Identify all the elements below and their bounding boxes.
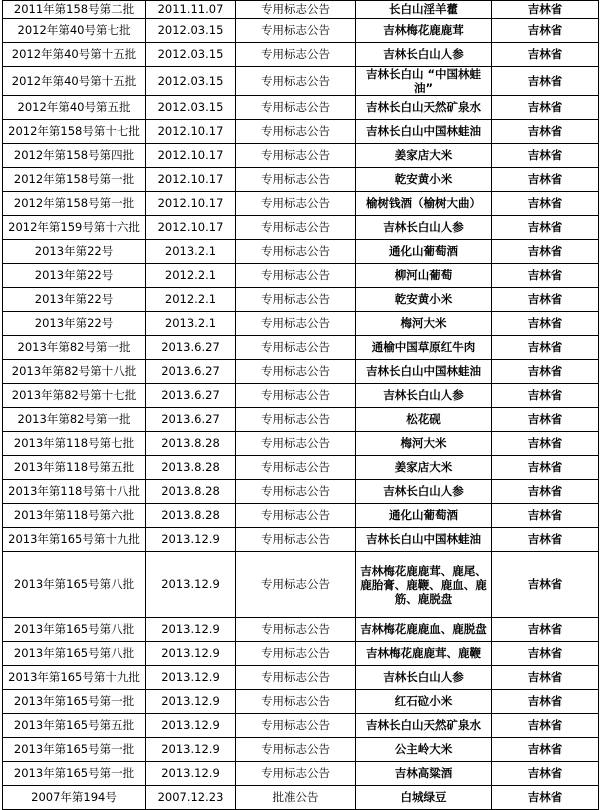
cell-date: 2012.10.17 [146,216,236,240]
cell-batch: 2013年第118号第五批 [3,456,146,480]
cell-product: 吉林梅花鹿鹿茸、鹿鞭 [356,642,492,666]
table-row [3,288,599,312]
cell-province: 吉林省 [492,216,599,240]
cell-province: 吉林省 [492,192,599,216]
cell-product: 通化山葡萄酒 [356,504,492,528]
cell-batch: 2013年第22号 [3,264,146,288]
cell-product: 吉林长白山人参 [356,216,492,240]
cell-date: 2012.10.17 [146,168,236,192]
cell-province: 吉林省 [492,288,599,312]
cell-product: 吉林长白山人参 [356,480,492,504]
cell-batch: 2012年第40号第十五批 [3,67,146,96]
table-row [3,714,599,738]
table-row [3,19,599,43]
table-row [3,408,599,432]
table-row [3,432,599,456]
cell-type: 专用标志公告 [236,216,356,240]
cell-product: 吉林长白山天然矿泉水 [356,96,492,120]
table-row [3,738,599,762]
cell-date: 2012.03.15 [146,96,236,120]
cell-date: 2013.8.28 [146,432,236,456]
cell-type: 专用标志公告 [236,1,356,19]
cell-date: 2013.12.9 [146,714,236,738]
cell-province: 吉林省 [492,642,599,666]
cell-product: 吉林长白山中国林蛙油 [356,120,492,144]
cell-batch: 2013年第118号第十八批 [3,480,146,504]
cell-date: 2013.12.9 [146,528,236,552]
cell-type: 专用标志公告 [236,264,356,288]
cell-date: 2013.12.9 [146,738,236,762]
cell-type: 专用标志公告 [236,738,356,762]
cell-type: 专用标志公告 [236,67,356,96]
cell-date: 2013.6.27 [146,384,236,408]
cell-batch: 2012年第40号第七批 [3,19,146,43]
cell-province: 吉林省 [492,690,599,714]
cell-type: 专用标志公告 [236,336,356,360]
cell-date: 2013.6.27 [146,336,236,360]
cell-batch: 2012年第158号第一批 [3,192,146,216]
cell-product: 公主岭大米 [356,738,492,762]
cell-province: 吉林省 [492,738,599,762]
cell-type: 专用标志公告 [236,552,356,618]
cell-batch: 2012年第40号第五批 [3,96,146,120]
table-row [3,642,599,666]
cell-date: 2013.12.9 [146,552,236,618]
cell-province: 吉林省 [492,762,599,786]
cell-date: 2013.6.27 [146,360,236,384]
cell-product: 松花砚 [356,408,492,432]
cell-type: 专用标志公告 [236,192,356,216]
announcement-table [2,0,599,810]
table-row [3,618,599,642]
cell-product: 姜家店大米 [356,144,492,168]
cell-province: 吉林省 [492,528,599,552]
cell-batch: 2012年第159号第十六批 [3,216,146,240]
cell-province: 吉林省 [492,666,599,690]
cell-batch: 2013年第22号 [3,312,146,336]
cell-batch: 2013年第118号第七批 [3,432,146,456]
cell-province: 吉林省 [492,19,599,43]
cell-batch: 2011年第158号第二批 [3,1,146,19]
cell-type: 专用标志公告 [236,144,356,168]
table-row [3,666,599,690]
cell-province: 吉林省 [492,144,599,168]
cell-province: 吉林省 [492,240,599,264]
cell-province: 吉林省 [492,714,599,738]
cell-province: 吉林省 [492,1,599,19]
cell-product: 榆树钱酒（榆树大曲） [356,192,492,216]
cell-type: 专用标志公告 [236,19,356,43]
table-row [3,1,599,19]
cell-type: 专用标志公告 [236,168,356,192]
cell-product: 白城绿豆 [356,786,492,810]
cell-batch: 2013年第165号第八批 [3,618,146,642]
cell-product: 通榆中国草原红牛肉 [356,336,492,360]
cell-date: 2013.12.9 [146,618,236,642]
cell-product: 吉林长白山天然矿泉水 [356,714,492,738]
cell-province: 吉林省 [492,96,599,120]
cell-batch: 2013年第22号 [3,240,146,264]
cell-province: 吉林省 [492,336,599,360]
table-row [3,552,599,618]
cell-batch: 2013年第82号第一批 [3,336,146,360]
cell-date: 2013.6.27 [146,408,236,432]
cell-type: 专用标志公告 [236,43,356,67]
cell-province: 吉林省 [492,480,599,504]
cell-type: 专用标志公告 [236,504,356,528]
table-row [3,456,599,480]
cell-batch: 2012年第40号第十五批 [3,43,146,67]
cell-product: 梅河大米 [356,432,492,456]
cell-type: 专用标志公告 [236,312,356,336]
cell-type: 专用标志公告 [236,288,356,312]
cell-type: 专用标志公告 [236,480,356,504]
cell-product: 红石砬小米 [356,690,492,714]
cell-type: 专用标志公告 [236,714,356,738]
cell-province: 吉林省 [492,168,599,192]
table-row [3,336,599,360]
cell-batch: 2013年第165号第一批 [3,738,146,762]
cell-product: 乾安黄小米 [356,168,492,192]
cell-date: 2013.8.28 [146,480,236,504]
cell-product: 梅河大米 [356,312,492,336]
cell-province: 吉林省 [492,408,599,432]
cell-batch: 2012年第158号第一批 [3,168,146,192]
cell-batch: 2007年第194号 [3,786,146,810]
cell-type: 专用标志公告 [236,642,356,666]
cell-date: 2013.2.1 [146,312,236,336]
table-row [3,360,599,384]
cell-product: 吉林长白山人参 [356,43,492,67]
cell-product: 长白山淫羊藿 [356,1,492,19]
cell-province: 吉林省 [492,432,599,456]
cell-date: 2013.12.9 [146,762,236,786]
table-row [3,96,599,120]
table-row [3,384,599,408]
cell-province: 吉林省 [492,43,599,67]
cell-date: 2012.03.15 [146,43,236,67]
table-row [3,312,599,336]
cell-province: 吉林省 [492,456,599,480]
cell-type: 专用标志公告 [236,666,356,690]
cell-product: 乾安黄小米 [356,288,492,312]
cell-type: 专用标志公告 [236,690,356,714]
cell-date: 2012.2.1 [146,288,236,312]
table-row [3,43,599,67]
cell-type: 批准公告 [236,786,356,810]
cell-date: 2012.2.1 [146,264,236,288]
cell-product: 吉林梅花鹿鹿茸、鹿尾、鹿胎膏、鹿鞭、鹿血、鹿筋、鹿脱盘 [356,552,492,618]
table-row [3,240,599,264]
cell-batch: 2013年第165号第十九批 [3,666,146,690]
table-row [3,216,599,240]
cell-province: 吉林省 [492,786,599,810]
table-row [3,762,599,786]
cell-type: 专用标志公告 [236,360,356,384]
cell-date: 2012.03.15 [146,19,236,43]
cell-date: 2013.8.28 [146,504,236,528]
cell-type: 专用标志公告 [236,618,356,642]
cell-type: 专用标志公告 [236,96,356,120]
cell-type: 专用标志公告 [236,120,356,144]
cell-batch: 2013年第118号第六批 [3,504,146,528]
table-row [3,67,599,96]
cell-product: 通化山葡萄酒 [356,240,492,264]
cell-product: 柳河山葡萄 [356,264,492,288]
cell-batch: 2013年第165号第八批 [3,642,146,666]
cell-product: 吉林梅花鹿鹿血、鹿脱盘 [356,618,492,642]
cell-product: 吉林长白山中国林蛙油 [356,360,492,384]
cell-product: 姜家店大米 [356,456,492,480]
cell-batch: 2013年第82号第十七批 [3,384,146,408]
cell-province: 吉林省 [492,264,599,288]
cell-province: 吉林省 [492,312,599,336]
table-row [3,504,599,528]
cell-date: 2012.10.17 [146,144,236,168]
table-row [3,786,599,810]
cell-type: 专用标志公告 [236,432,356,456]
cell-type: 专用标志公告 [236,240,356,264]
cell-batch: 2012年第158号第四批 [3,144,146,168]
cell-date: 2013.8.28 [146,456,236,480]
table-row [3,690,599,714]
cell-date: 2013.12.9 [146,642,236,666]
cell-province: 吉林省 [492,360,599,384]
table-row [3,480,599,504]
cell-product: 吉林长白山人参 [356,666,492,690]
cell-province: 吉林省 [492,552,599,618]
cell-type: 专用标志公告 [236,456,356,480]
cell-date: 2013.12.9 [146,666,236,690]
cell-date: 2013.2.1 [146,240,236,264]
cell-product: 吉林长白山人参 [356,384,492,408]
cell-date: 2012.03.15 [146,67,236,96]
table-row [3,264,599,288]
table-body [3,1,599,810]
cell-batch: 2013年第165号第一批 [3,690,146,714]
cell-batch: 2013年第22号 [3,288,146,312]
cell-batch: 2013年第165号第一批 [3,762,146,786]
cell-province: 吉林省 [492,67,599,96]
cell-product: 吉林高粱酒 [356,762,492,786]
cell-batch: 2013年第165号第五批 [3,714,146,738]
cell-product: 吉林长白山中国林蛙油 [356,528,492,552]
cell-date: 2012.10.17 [146,192,236,216]
cell-date: 2011.11.07 [146,1,236,19]
cell-province: 吉林省 [492,504,599,528]
cell-type: 专用标志公告 [236,528,356,552]
cell-date: 2012.10.17 [146,120,236,144]
cell-date: 2013.12.9 [146,690,236,714]
table-row [3,192,599,216]
cell-product: 吉林梅花鹿鹿茸 [356,19,492,43]
cell-type: 专用标志公告 [236,408,356,432]
table-row [3,144,599,168]
cell-batch: 2013年第165号第八批 [3,552,146,618]
cell-province: 吉林省 [492,120,599,144]
cell-province: 吉林省 [492,618,599,642]
table-row [3,168,599,192]
cell-type: 专用标志公告 [236,762,356,786]
table-row [3,528,599,552]
cell-province: 吉林省 [492,384,599,408]
table-row [3,120,599,144]
cell-product: 吉林长白山 “中国林蛙油” [356,67,492,96]
cell-date: 2007.12.23 [146,786,236,810]
cell-batch: 2012年第158号第十七批 [3,120,146,144]
cell-batch: 2013年第82号第十八批 [3,360,146,384]
cell-batch: 2013年第82号第一批 [3,408,146,432]
cell-type: 专用标志公告 [236,384,356,408]
cell-batch: 2013年第165号第十九批 [3,528,146,552]
